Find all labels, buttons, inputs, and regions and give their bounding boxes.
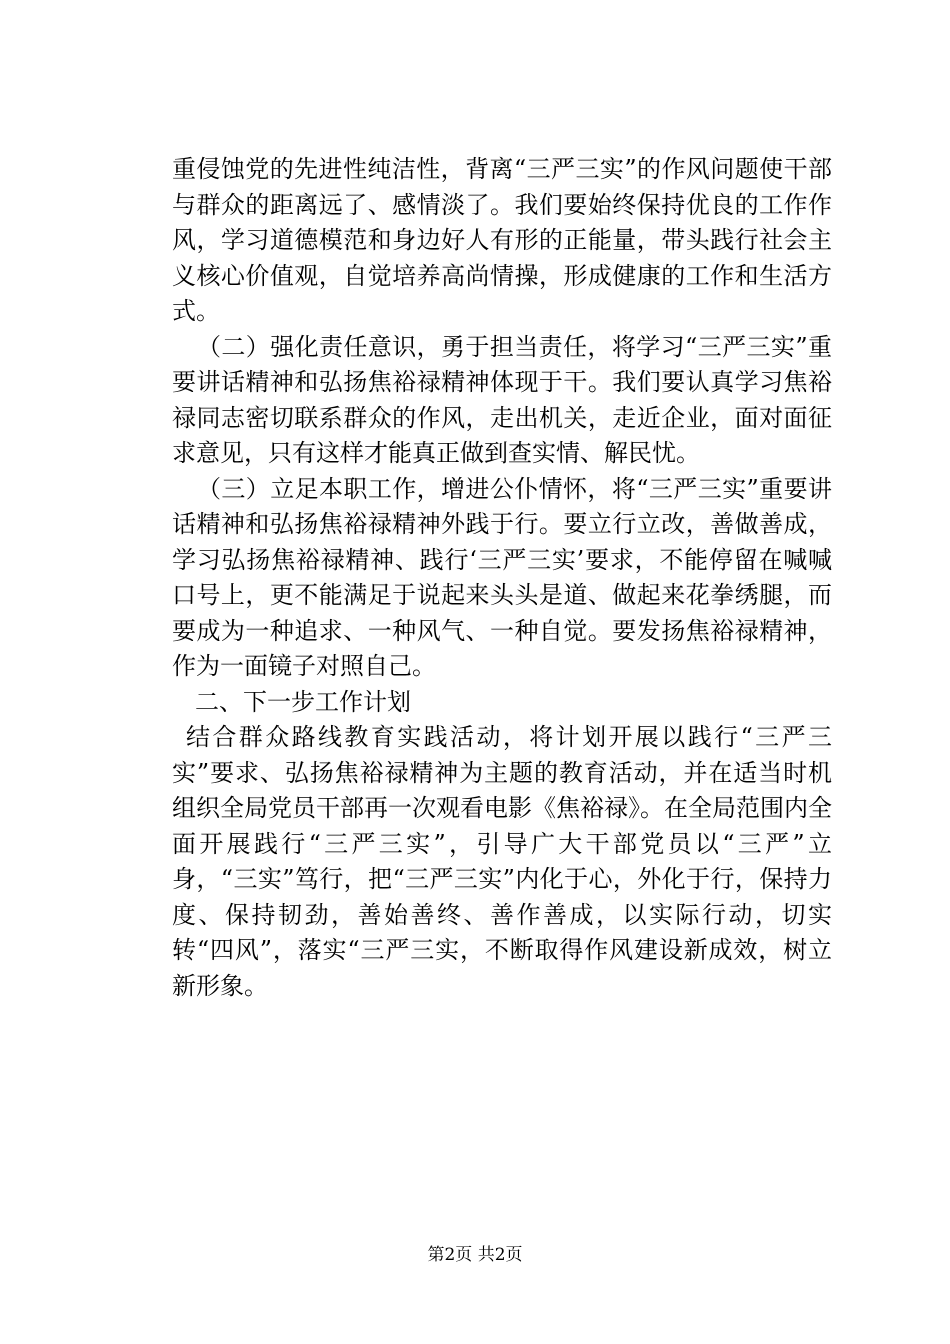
document-body — [172, 152, 832, 1004]
paragraph-item-three: （三）立足本职工作，增进公仆情怀，将“三严三实”重要讲话精神和弘扬焦裕禄精神外践于行。要立行立改，善做善成，学习弘扬焦裕禄精神、践行‘三严三实’要求，不能停留在喊喊口号上，更不能满足于说起来头头是道、做起来花拳绣腿，而要成为一种追求、一种风气、一种自觉。要发扬焦裕禄精神，作为一面镜子对照自己。 — [172, 474, 832, 680]
paragraph-item-two: （二）强化责任意识，勇于担当责任，将学习“三严三实”重要讲话精神和弘扬焦裕禄精神体现于干。我们要认真学习焦裕禄同志密切联系群众的作风，走出机关，走近企业，面对面征求意见，只有这样才能真正做到查实情、解民忧。 — [172, 332, 832, 467]
page-footer: 第2页 共2页 — [427, 1245, 523, 1265]
section-heading: 二、下一步工作计划 — [195, 687, 411, 716]
paragraph-continuation: 重侵蚀党的先进性纯洁性，背离“三严三实”的作风问题使干部与群众的距离远了、感情淡了。我们要始终保持优良的工作作风，学习道德模范和身边好人有形的正能量，带头践行社会主义核心价值观，自觉培养高尚情操，形成健康的工作和生活方式。 — [172, 155, 832, 325]
paragraph-plan: 结合群众路线教育实践活动，将计划开展以践行“三严三实”要求、弘扬焦裕禄精神为主题的教育活动，并在适当时机组织全局党员干部再一次观看电影《焦裕禄》。在全局范围内全面开展践行“三严三实”，引导广大干部党员以“三严”立身，“三实”笃行，把“三严三实”内化于心，外化于行，保持力度、保持韧劲，善始善终、善作善成，以实际行动，切实转“四风”，落实“三严三实，不断取得作风建设新成效，树立新形象。 — [172, 723, 832, 1000]
